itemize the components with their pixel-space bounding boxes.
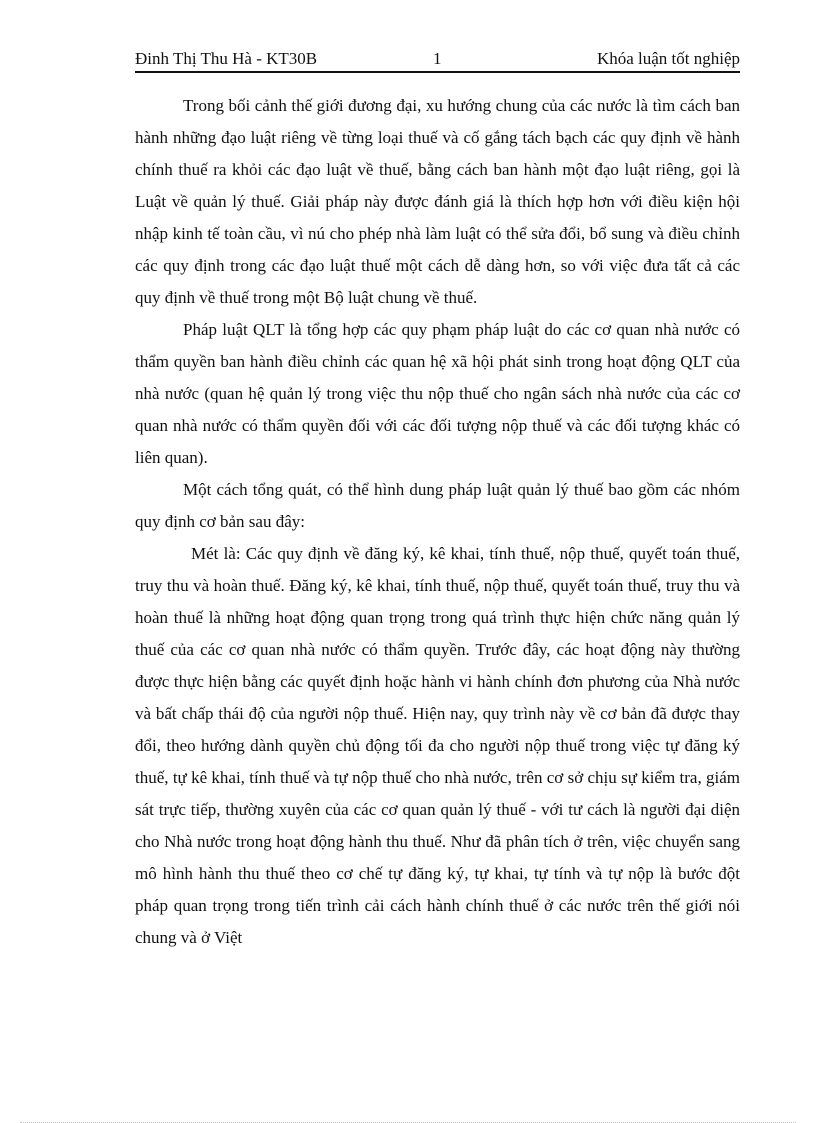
header-author: Đinh Thị Thu Hà - KT30B [135, 49, 318, 68]
header-page-number: 1 [433, 49, 442, 68]
paragraph-definition: Pháp luật QLT là tổng hợp các quy phạm pháp luật do các cơ quan nhà nước có thẩm quyền ban hành điều chỉnh các quan hệ xã hội phát sinh trong hoạt động QLT của nhà nước (quan hệ quản lý trong việc thu nộp thuế cho ngân sách nhà nước của các cơ quan nhà nước có thẩm quyền đối với các đối tượng nộp thuế và các đối tượng khác có liên quan). [135, 320, 740, 467]
paragraph-first-group: Mét là: Các quy định về đăng ký, kê khai, tính thuế, nộp thuế, quyết toán thuế, truy thu và hoàn thuế. Đăng ký, kê khai, tính thuế, nộp thuế, quyết toán thuế, truy thu và hoàn thuế là những hoạt động quan trọng trong quá trình thực hiện chức năng quản lý thuế của các cơ quan nhà nước có thẩm quyền. Trước đây, các hoạt động này thường được thực hiện bằng các quyết định hoặc hành vi hành chính đơn phương của Nhà nước và bất chấp thái độ của người nộp thuế. Hiện nay, quy trình này về cơ bản đã được thay đổi, theo hướng dành quyền chủ động tối đa cho người nộp thuế trong việc tự đăng ký thuế, tự kê khai, tính thuế và tự nộp thuế cho nhà nước, trên cơ sở chịu sự kiểm tra, giám sát trực tiếp, thường xuyên của các cơ quan quản lý thuế - với tư cách là người đại diện cho Nhà nước trong hoạt động hành thu thuế. Như đã phân tích ở trên, việc chuyển sang mô hình hành thu thuế theo cơ chế tự đăng ký, tự khai, tự tính và tự nộp là bước đột pháp quan trọng trong tiến trình cải cách hành chính thuế ở các nước trên thế giới nói chung và ở Việt [135, 544, 740, 947]
page-content [135, 90, 740, 954]
paragraph-overview: Một cách tổng quát, có thể hình dung pháp luật quản lý thuế bao gồm các nhóm quy định cơ bản sau đây: [135, 480, 740, 531]
header-doc-type: Khóa luận tốt nghiệp [596, 49, 740, 68]
page-header [135, 48, 740, 70]
paragraph-context: Trong bối cảnh thế giới đương đại, xu hướng chung của các nước là tìm cách ban hành những đạo luật riêng về từng loại thuế và cố gắng tách bạch các quy định về hành chính thuế ra khỏi các đạo luật về thuế, bằng cách ban hành một đạo luật riêng, gọi là Luật về quản lý thuế. Giải pháp này được đánh giá là thích hợp hơn với điều kiện hội nhập kinh tế toàn cầu, vì nú cho phép nhà làm luật có thể sửa đổi, bổ sung và điều chỉnh các quy định trong các đạo luật thuế một cách dễ dàng hơn, so với việc đưa tất cả các quy định về thuế trong một Bộ luật chung về thuế. [135, 96, 740, 307]
header-rule [135, 71, 740, 73]
